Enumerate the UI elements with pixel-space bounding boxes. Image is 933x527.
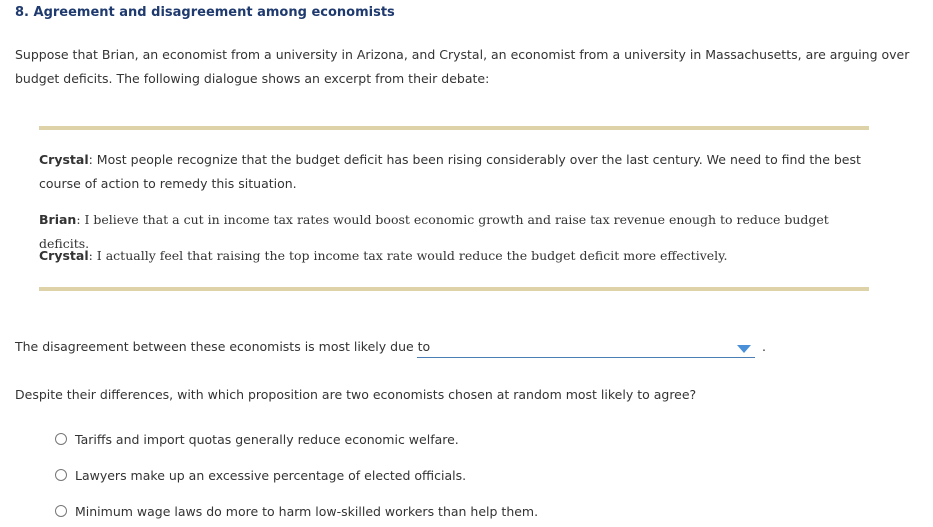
radio-button[interactable] bbox=[55, 433, 67, 445]
option-label: Lawyers make up an excessive percentage of elected officials. bbox=[75, 467, 467, 483]
question-title: 8. Agreement and disagreement among economists bbox=[15, 5, 395, 20]
disagreement-prompt: The disagreement between these economists is most likely due to bbox=[15, 339, 431, 354]
option-label: Tariffs and import quotas generally reduce economic welfare. bbox=[75, 431, 459, 447]
disagreement-dropdown[interactable] bbox=[417, 337, 755, 358]
option-label: Minimum wage laws do more to harm low-skilled workers than help them. bbox=[75, 503, 539, 519]
question-intro: Suppose that Brian, an economist from a university in Arizona, and Crystal, an economist from a university in Massachusetts, are arguing over budget deficits. The following dialogue shows an excerpt from their debate: bbox=[15, 47, 910, 86]
option-tariffs[interactable] bbox=[55, 429, 459, 449]
radio-button[interactable] bbox=[55, 469, 67, 481]
sentence-period: . bbox=[762, 339, 766, 354]
speaker-name: Crystal bbox=[39, 248, 89, 263]
dialogue-text: : I believe that a cut in income tax rates would boost economic growth and raise tax revenue enough to reduce budget deficits. bbox=[39, 212, 829, 251]
option-lawyers[interactable] bbox=[55, 465, 466, 485]
radio-button[interactable] bbox=[55, 505, 67, 517]
chevron-down-icon[interactable] bbox=[737, 345, 751, 353]
dialogue-bottom-divider bbox=[39, 287, 869, 291]
speaker-name: Crystal bbox=[39, 152, 89, 167]
dialogue-line bbox=[39, 244, 869, 268]
option-minimum-wage[interactable] bbox=[55, 501, 538, 521]
dialogue-text: : Most people recognize that the budget deficit has been rising considerably over the last century. We need to find the best course of action to remedy this situation. bbox=[39, 152, 861, 191]
dialogue-line bbox=[39, 148, 869, 196]
dialogue-top-divider bbox=[39, 126, 869, 130]
speaker-name: Brian bbox=[39, 212, 77, 227]
dialogue-text: : I actually feel that raising the top income tax rate would reduce the budget deficit more effectively. bbox=[88, 248, 728, 263]
agreement-prompt: Despite their differences, with which proposition are two economists chosen at random most likely to agree? bbox=[15, 387, 697, 402]
